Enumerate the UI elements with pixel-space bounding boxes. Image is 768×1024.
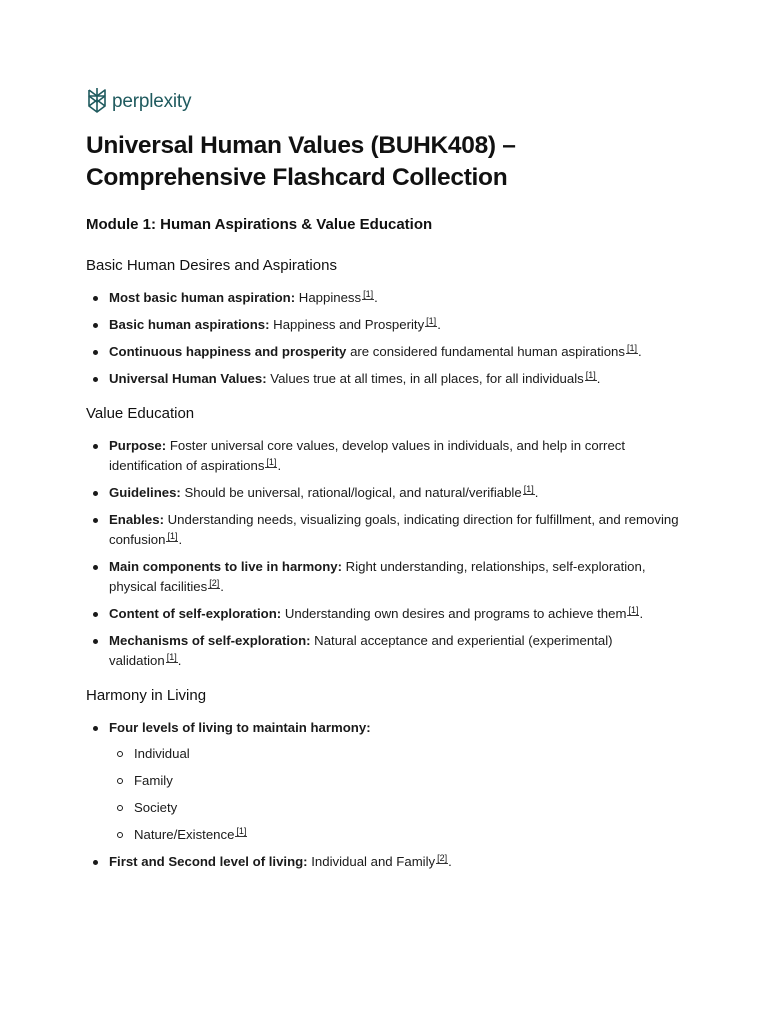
citation-link[interactable]: [2] <box>437 853 448 863</box>
item-term: Continuous happiness and prosperity <box>109 344 347 359</box>
item-punctuation: . <box>277 458 282 473</box>
item-punctuation: . <box>220 579 224 594</box>
item-punctuation: . <box>448 854 452 869</box>
list-item <box>86 604 686 624</box>
section-heading: Value Education <box>86 405 195 422</box>
item-text: Foster universal core values, develop values in individuals, and help in correct identification of aspirations <box>109 438 626 473</box>
citation-link[interactable]: [1] <box>426 316 437 326</box>
item-text: Natural acceptance and experiential (experimental) validation <box>109 633 613 668</box>
brand-logo[interactable] <box>86 86 686 118</box>
list-item <box>86 483 686 503</box>
item-punctuation: . <box>596 371 601 386</box>
section <box>86 687 686 872</box>
list-item <box>86 718 686 845</box>
item-term: Universal Human Values: <box>109 371 267 386</box>
citation-link[interactable]: [1] <box>236 826 247 836</box>
sub-list-item <box>109 771 686 791</box>
sub-item-text: Family <box>134 773 173 788</box>
sub-list-item <box>109 744 686 764</box>
item-term: Enables: <box>109 512 164 527</box>
bullet-list <box>86 718 686 872</box>
item-term: Purpose: <box>109 438 167 453</box>
item-punctuation: . <box>177 653 182 668</box>
section <box>86 405 686 671</box>
item-punctuation: . <box>638 344 642 359</box>
citation-link[interactable]: [1] <box>363 289 374 299</box>
item-text: Individual and Family <box>307 854 436 869</box>
document-page <box>86 86 686 888</box>
sub-list <box>109 744 686 845</box>
item-term: First and Second level of living: <box>109 854 308 869</box>
item-punctuation: . <box>178 532 183 547</box>
citation-link[interactable]: [1] <box>167 531 178 541</box>
item-text: Happiness <box>295 290 362 305</box>
item-term: Mechanisms of self-exploration: <box>109 633 311 648</box>
item-term: Four levels of living to maintain harmony: <box>109 720 371 735</box>
sub-list-item <box>109 825 686 845</box>
citation-link[interactable]: [2] <box>209 578 220 588</box>
item-term: Content of self-exploration: <box>109 606 282 621</box>
item-term: Guidelines: <box>109 485 181 500</box>
citation-link[interactable]: [1] <box>266 457 277 467</box>
sub-item-text: Individual <box>134 746 190 761</box>
item-text: Understanding needs, visualizing goals, indicating direction for fulfillment, and removing confusion <box>109 512 679 547</box>
document-title: Universal Human Values (BUHK408) – Comprehensive Flashcard Collection <box>86 132 516 191</box>
item-text: Right understanding, relationships, self-exploration, physical facilities <box>109 559 646 594</box>
bullet-list <box>86 436 686 671</box>
perplexity-logo-icon <box>86 87 112 118</box>
sections-container <box>86 257 686 872</box>
item-text: are considered fundamental human aspirations <box>346 344 625 359</box>
section-heading: Basic Human Desires and Aspirations <box>86 257 337 274</box>
brand-name: perplexity <box>112 91 192 112</box>
list-item <box>86 557 686 597</box>
item-term: Basic human aspirations: <box>109 317 270 332</box>
module-heading: Module 1: Human Aspirations & Value Education <box>86 216 433 233</box>
sub-item-text: Nature/Existence <box>134 827 235 842</box>
list-item <box>86 369 686 389</box>
bullet-list <box>86 288 686 389</box>
item-term: Main components to live in harmony: <box>109 559 343 574</box>
section <box>86 257 686 389</box>
item-punctuation: . <box>437 317 441 332</box>
list-item <box>86 288 686 308</box>
list-item <box>86 342 686 362</box>
list-item <box>86 510 686 550</box>
item-text: Should be universal, rational/logical, and natural/verifiable <box>180 485 522 500</box>
item-punctuation: . <box>374 290 378 305</box>
citation-link[interactable]: [1] <box>166 652 177 662</box>
citation-link[interactable]: [1] <box>628 605 639 615</box>
section-heading: Harmony in Living <box>86 687 207 704</box>
item-punctuation: . <box>534 485 539 500</box>
citation-link[interactable]: [1] <box>523 484 534 494</box>
list-item <box>86 852 686 872</box>
item-punctuation: . <box>639 606 644 621</box>
item-text: Happiness and Prosperity <box>269 317 425 332</box>
citation-link[interactable]: [1] <box>585 370 596 380</box>
item-term: Most basic human aspiration: <box>109 290 296 305</box>
item-text: Values true at all times, in all places, for all individuals <box>266 371 584 386</box>
list-item <box>86 436 686 476</box>
citation-link[interactable]: [1] <box>626 343 637 353</box>
list-item <box>86 315 686 335</box>
sub-item-text: Society <box>134 800 178 815</box>
list-item <box>86 631 686 671</box>
sub-list-item <box>109 798 686 818</box>
item-text: Understanding own desires and programs to achieve them <box>281 606 627 621</box>
